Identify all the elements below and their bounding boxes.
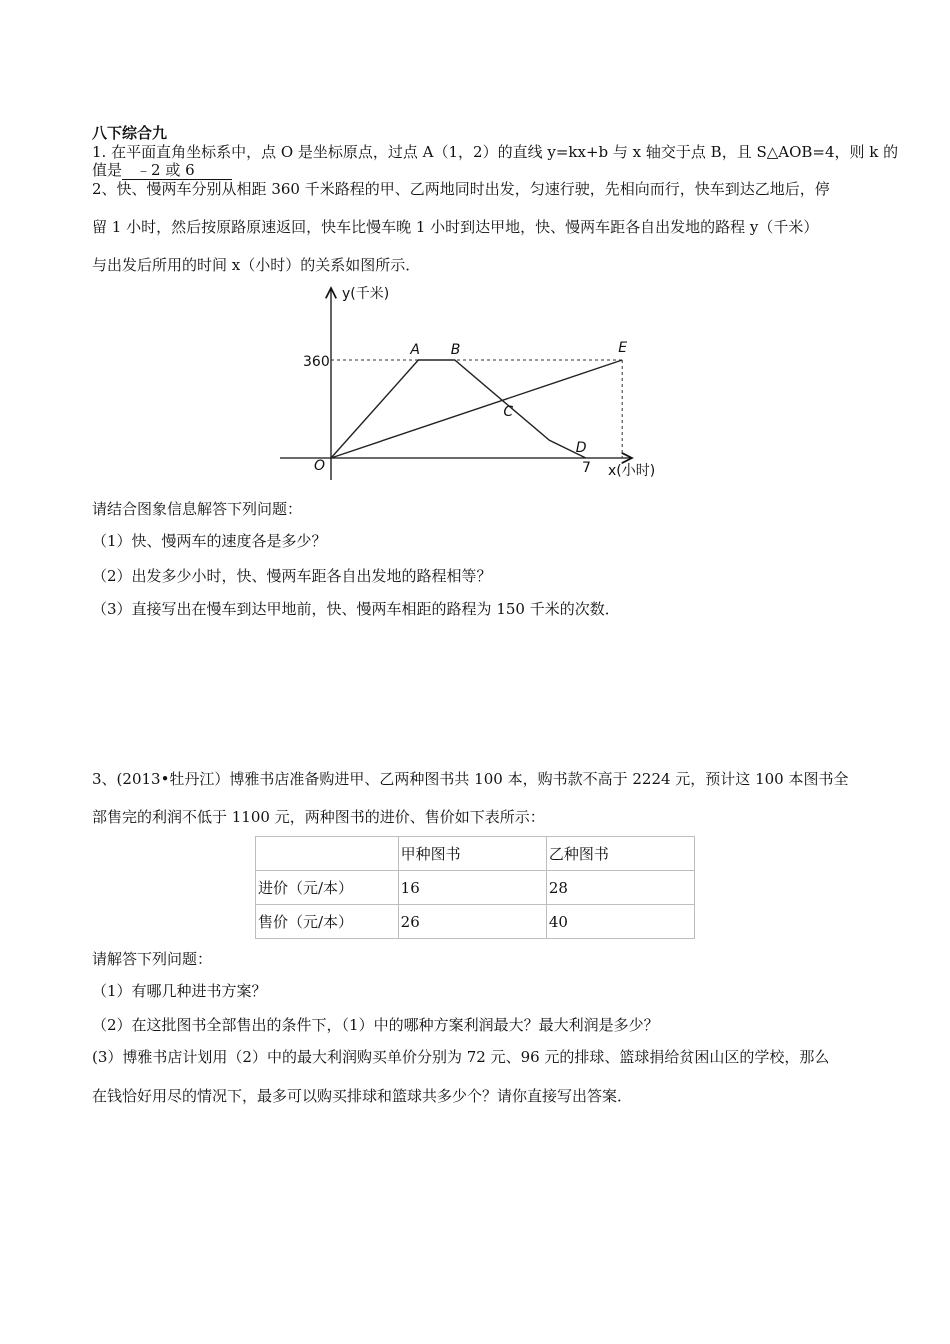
- table-cell: 16: [398, 871, 546, 905]
- x-axis-label: x(小时): [608, 463, 656, 479]
- table-header-cell: 甲种图书: [398, 837, 546, 871]
- x-tick-label: 7: [582, 460, 591, 476]
- table-header-cell: 乙种图书: [546, 837, 694, 871]
- table-cell: 进价（元/本）: [256, 871, 399, 905]
- question-1-line-1: 1. 在平面直角坐标系中，点 O 是坐标原点，过点 A（1，2）的直线 y=kx+b 与 x 轴交于点 B，且 S△AOB=4，则 k 的: [92, 143, 899, 161]
- point-label-d: D: [575, 440, 587, 456]
- question-2-sub-3: （3）直接写出在慢车到达甲地前，快、慢两车相距的路程为 150 千米的次数．: [92, 600, 620, 618]
- point-label-e: E: [618, 340, 628, 357]
- question-3-intro: 请解答下列问题：: [92, 950, 213, 968]
- book-price-table: [255, 836, 695, 939]
- y-tick-label: 360: [303, 354, 330, 370]
- point-label-c: C: [503, 404, 514, 421]
- point-label-b: B: [450, 342, 461, 359]
- question-2-line-3: 与出发后所用的时间 x（小时）的关系如图所示．: [92, 256, 421, 274]
- table-cell: 40: [546, 905, 694, 939]
- table-header-cell: [256, 837, 399, 871]
- document-title: 八下综合九: [92, 124, 168, 142]
- distance-time-chart: [276, 280, 676, 485]
- question-3-sub-3-line-2: 在钱恰好用尽的情况下，最多可以购买排球和篮球共多少个？请你直接写出答案．: [92, 1087, 633, 1105]
- question-2-sub-1: （1）快、慢两车的速度各是多少？: [92, 532, 327, 550]
- table-row: [256, 871, 695, 905]
- table-header-row: [256, 837, 695, 871]
- y-axis-label: y(千米): [342, 286, 390, 302]
- question-1-line-2: [92, 161, 862, 180]
- question-1-answer: ﹣2 或 6: [122, 161, 232, 180]
- question-3-sub-1: （1）有哪几种进书方案？: [92, 982, 267, 1000]
- question-3-line-2: 部售完的利润不低于 1100 元，两种图书的进价、售价如下表所示：: [92, 808, 545, 826]
- question-2-line-2: 留 1 小时，然后按原路原速返回，快车比慢车晚 1 小时到达甲地，快、慢两车距各自出发地的路程 y（千米）: [92, 218, 819, 236]
- question-3-sub-2: （2）在这批图书全部售出的条件下，（1）中的哪种方案利润最大？最大利润是多少？: [92, 1016, 659, 1034]
- question-2-sub-2: （2）出发多少小时，快、慢两车距各自出发地的路程相等？: [92, 567, 492, 585]
- question-3-sub-3-line-1: (3）博雅书店计划用（2）中的最大利润购买单价分别为 72 元、96 元的排球、篮球捐给贫困山区的学校，那么: [92, 1048, 830, 1066]
- question-2-line-1: 2、快、慢两车分别从相距 360 千米路程的甲、乙两地同时出发，匀速行驶，先相向而行，快车到达乙地后，停: [92, 180, 830, 198]
- question-1-answer-prefix: 值是: [92, 161, 123, 179]
- point-label-a: A: [410, 342, 420, 359]
- table-cell: 26: [398, 905, 546, 939]
- origin-label: O: [314, 458, 326, 474]
- question-3-line-1: 3、(2013•牡丹江）博雅书店准备购进甲、乙两种图书共 100 本，购书款不高于 2224 元，预计这 100 本图书全: [92, 770, 849, 788]
- table-cell: 售价（元/本）: [256, 905, 399, 939]
- question-2-intro: 请结合图象信息解答下列问题：: [92, 500, 303, 518]
- series-line-fast: [331, 360, 586, 458]
- table-row: [256, 905, 695, 939]
- table-cell: 28: [546, 871, 694, 905]
